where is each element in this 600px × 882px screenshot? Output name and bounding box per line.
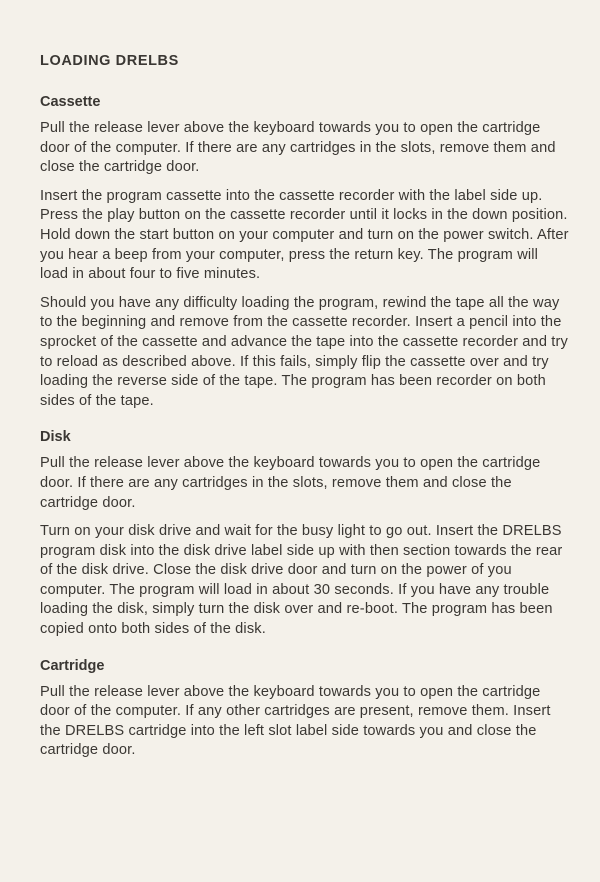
paragraph: Pull the release lever above the keyboard towards you to open the cartridge door of the computer. If there are any cartridges in the slots, remove them and close the cartridge door.	[40, 120, 556, 176]
section-cassette	[40, 93, 570, 411]
section-heading-cassette: Cassette	[40, 94, 101, 110]
paragraph: Pull the release lever above the keyboard towards you to open the cartridge door. If there are any cartridges in the slots, remove them and close the cartridge door.	[40, 455, 541, 511]
paragraph: Should you have any difficulty loading the program, rewind the tape all the way to the beginning and remove from the cassette recorder. Insert a pencil into the sprocket of the cassette and advance the tape into the cassette recorder and try to reload as described above. If this fails, simply flip the cassette over and try loading the reverse side of the tape. The program has been recorder on both sides of the tape.	[40, 294, 568, 409]
section-disk	[40, 428, 570, 639]
paragraph: Turn on your disk drive and wait for the busy light to go out. Insert the DRELBS program disk into the disk drive label side up with then section towards the rear of the disk drive. Close the disk drive door and turn on the power of you computer. The program will load in about 30 seconds. If you have any trouble loading the disk, simply turn the disk over and re-boot. The program has been copied onto both sides of the disk.	[40, 523, 563, 638]
section-heading-cartridge: Cartridge	[40, 657, 105, 674]
paragraph: Pull the release lever above the keyboard towards you to open the cartridge door of the computer. If any other cartridges are present, remove them. Insert the DRELBS cartridge into the left slot label side towards you and close the cartridge door.	[40, 683, 551, 759]
paragraph: Insert the program cassette into the cassette recorder with the label side up. Press the play button on the cassette recorder until it locks in the down position. Hold down the start button on your computer and turn on the power switch. After you hear a beep from your computer, press the return key. The program will load in about four to five minutes.	[40, 187, 569, 283]
document-page	[40, 52, 570, 778]
page-title: LOADING DRELBS	[40, 53, 179, 69]
section-heading-disk: Disk	[40, 429, 71, 446]
section-cartridge	[40, 657, 570, 761]
